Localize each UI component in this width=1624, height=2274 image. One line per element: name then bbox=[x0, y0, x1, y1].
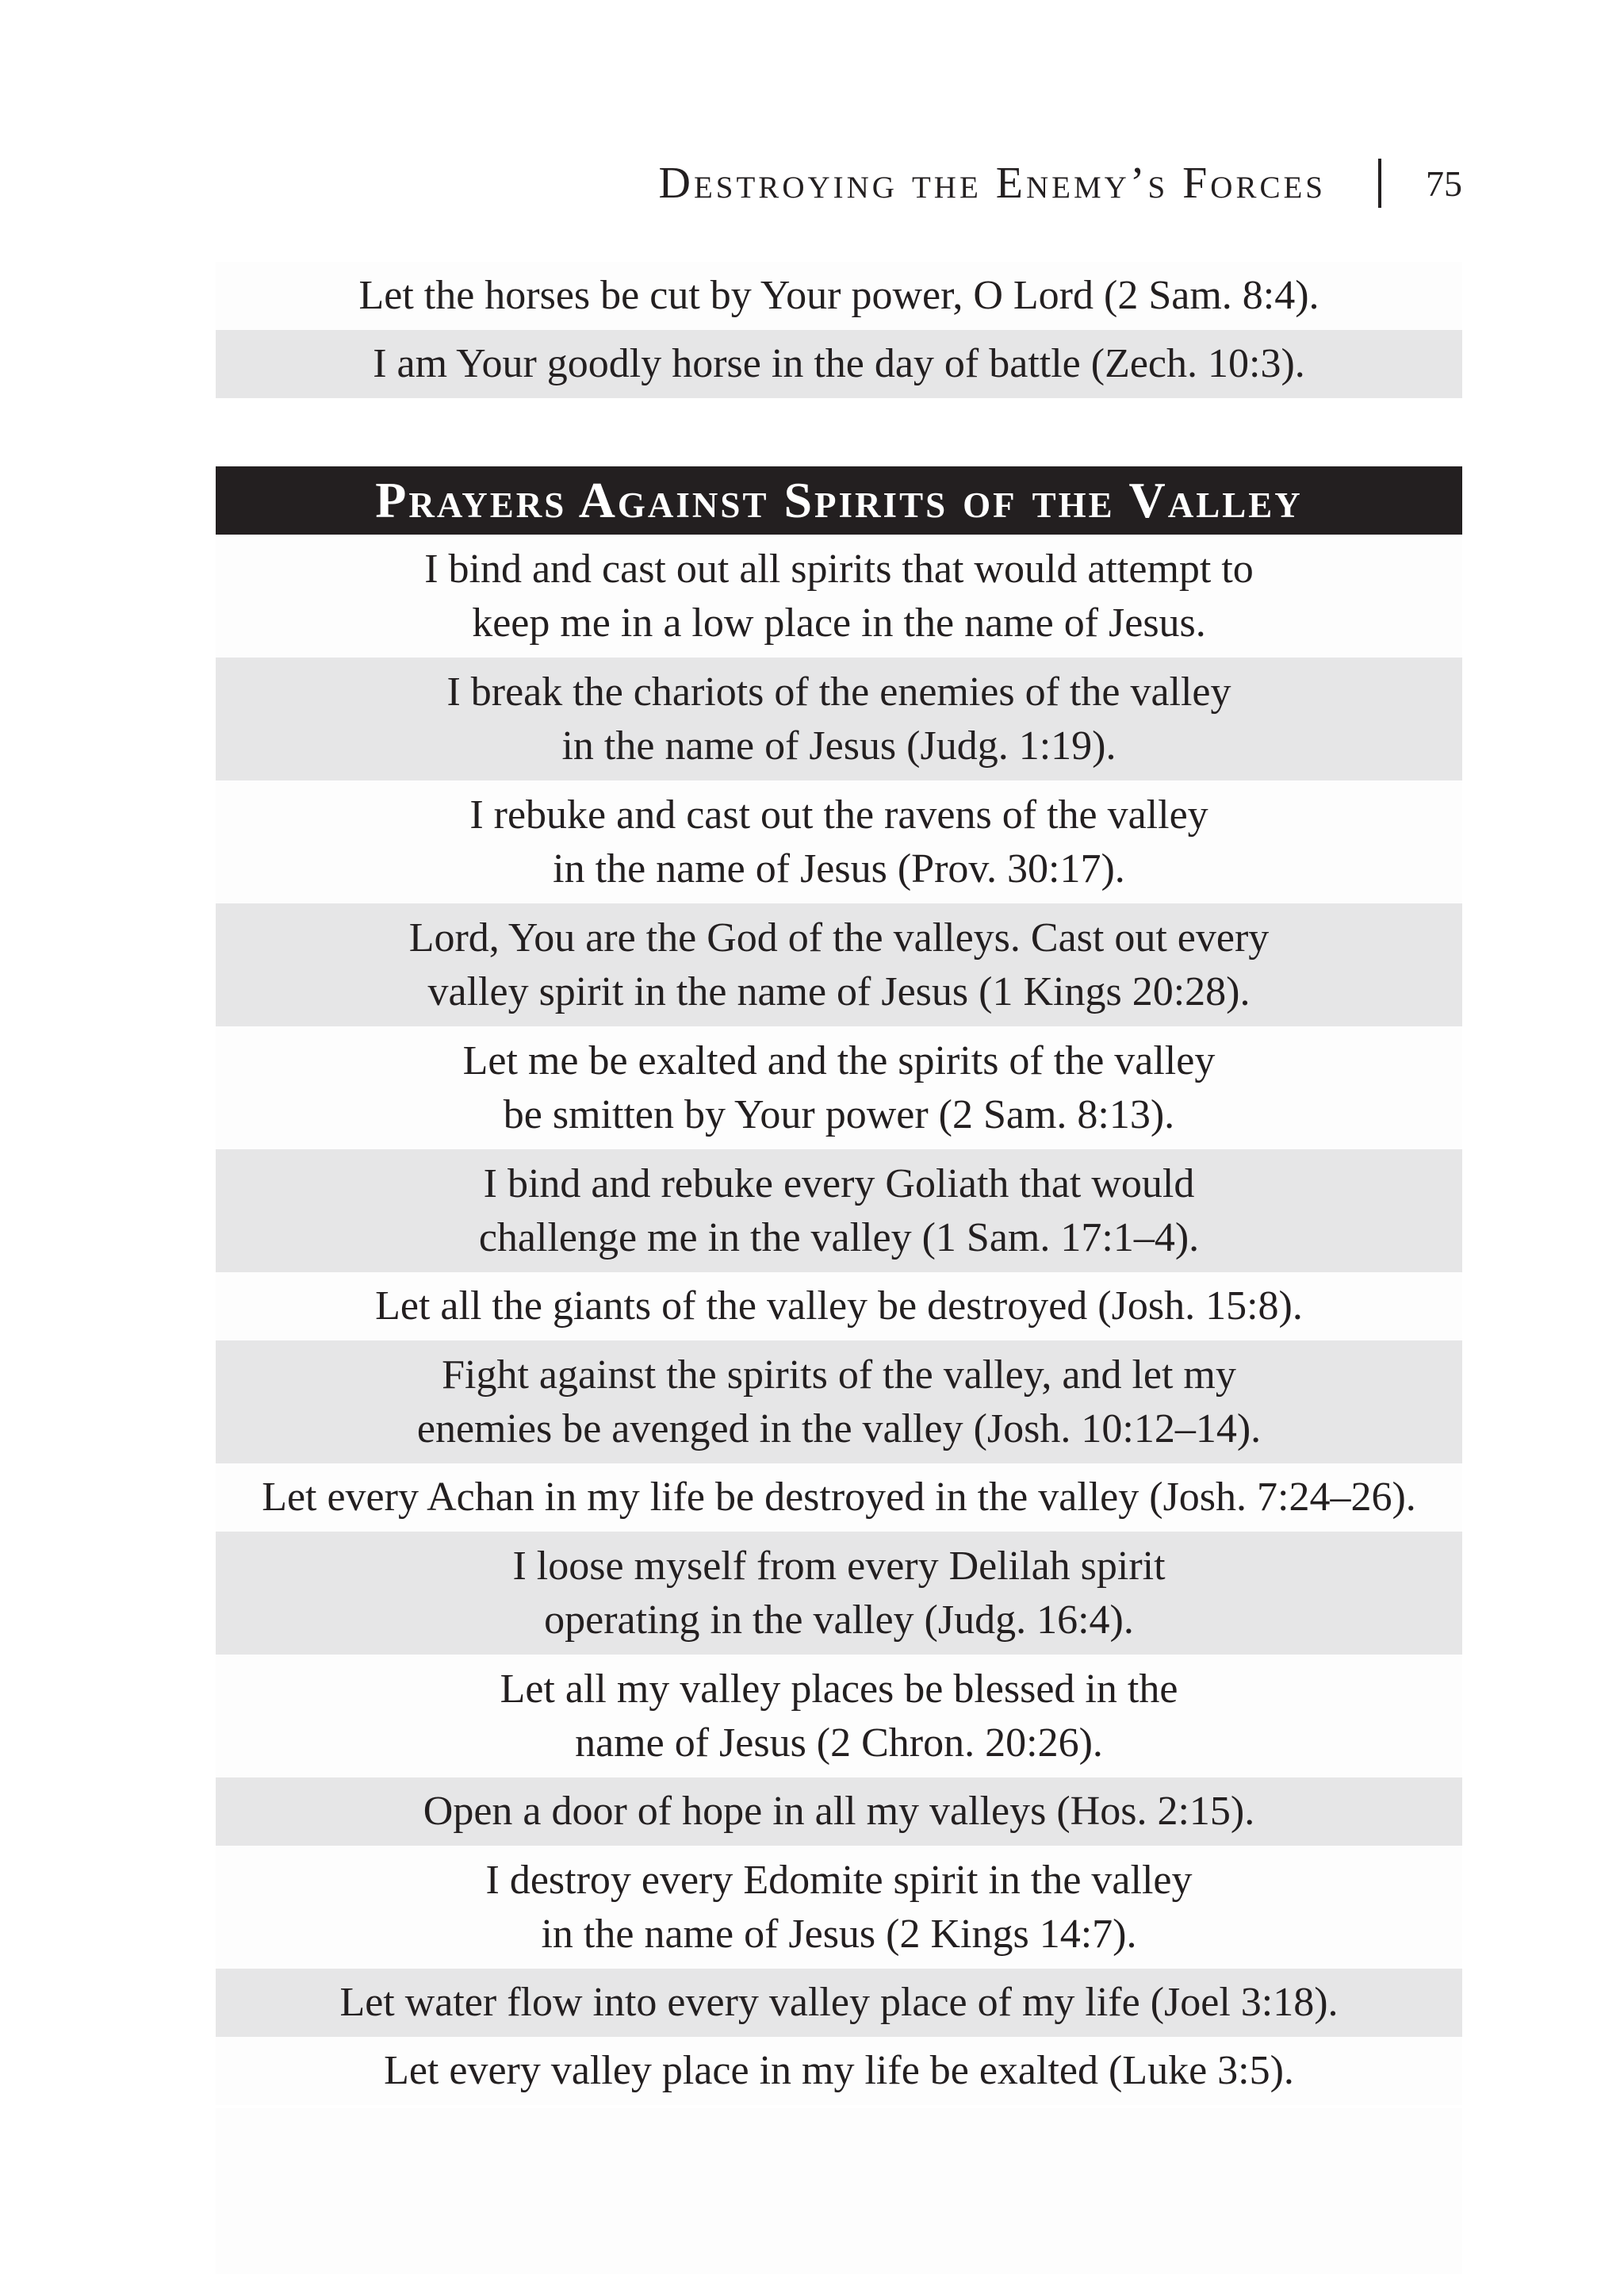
prayer-row: Let every valley place in my life be exalted (Luke 3:5). bbox=[216, 2037, 1462, 2105]
prayer-row: Let water flow into every valley place of my life (Joel 3:18). bbox=[216, 1969, 1462, 2037]
running-header bbox=[216, 155, 1462, 211]
section-heading: Prayers Against Spirits of the Valley bbox=[216, 466, 1462, 535]
prayer-row: I am Your goodly horse in the day of battle (Zech. 10:3). bbox=[216, 330, 1462, 398]
page-number: 75 bbox=[1426, 163, 1462, 204]
prayer-row: I loose myself from every Delilah spirit operating in the valley (Judg. 16:4). bbox=[216, 1532, 1462, 1655]
prayer-row: Let all my valley places be blessed in the name of Jesus (2 Chron. 20:26). bbox=[216, 1655, 1462, 1777]
prayer-row: I bind and cast out all spirits that would attempt to keep me in a low place in the name of Jesus. bbox=[216, 535, 1462, 658]
prayer-row: Let all the giants of the valley be destroyed (Josh. 15:8). bbox=[216, 1272, 1462, 1340]
prayer-row: Let every Achan in my life be destroyed in the valley (Josh. 7:24–26). bbox=[216, 1463, 1462, 1532]
prayer-row: Fight against the spirits of the valley, and let my enemies be avenged in the valley (Josh. 10:12–14). bbox=[216, 1340, 1462, 1463]
prayer-row: Lord, You are the God of the valleys. Cast out every valley spirit in the name of Jesus (1 Kings 20:28). bbox=[216, 903, 1462, 1026]
prayer-row: I bind and rebuke every Goliath that would challenge me in the valley (1 Sam. 17:1–4). bbox=[216, 1149, 1462, 1272]
prayer-row: Open a door of hope in all my valleys (Hos. 2:15). bbox=[216, 1777, 1462, 1846]
page-bottom-margin-fill bbox=[216, 2108, 1462, 2274]
prayer-row: I break the chariots of the enemies of the valley in the name of Jesus (Judg. 1:19). bbox=[216, 658, 1462, 780]
prayer-row: Let me be exalted and the spirits of the valley be smitten by Your power (2 Sam. 8:13). bbox=[216, 1026, 1462, 1149]
header-divider bbox=[1378, 159, 1381, 208]
valley-prayer-list bbox=[216, 535, 1462, 2105]
prayer-row: I rebuke and cast out the ravens of the valley in the name of Jesus (Prov. 30:17). bbox=[216, 780, 1462, 903]
running-title: Destroying the Enemy’s Forces bbox=[658, 159, 1326, 208]
continued-prayer-list bbox=[216, 262, 1462, 398]
prayer-row: I destroy every Edomite spirit in the valley in the name of Jesus (2 Kings 14:7). bbox=[216, 1846, 1462, 1969]
prayer-row: Let the horses be cut by Your power, O Lord (2 Sam. 8:4). bbox=[216, 262, 1462, 330]
